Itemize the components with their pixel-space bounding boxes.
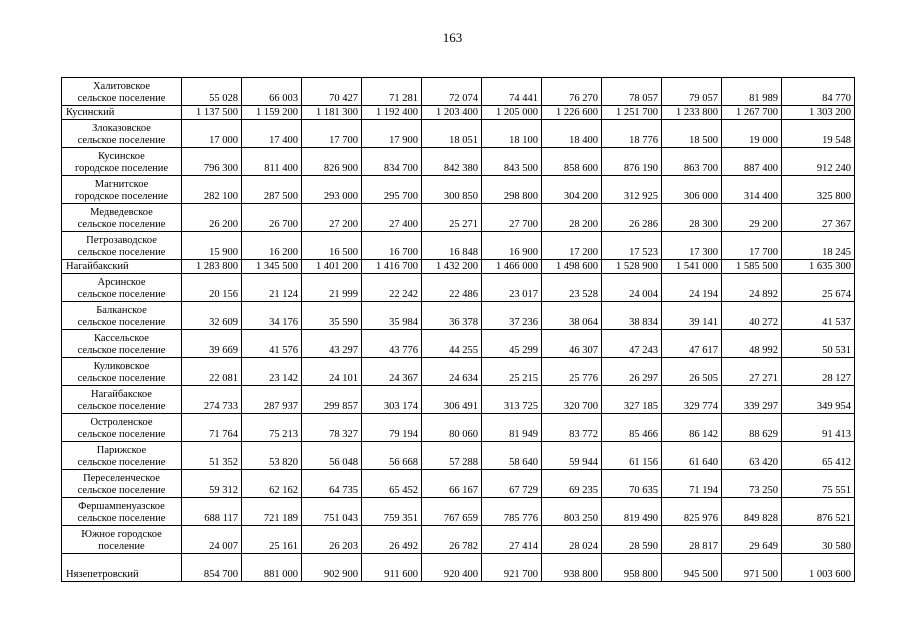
value-cell: 17 400 [242,120,302,148]
value-cell: 306 491 [422,386,482,414]
table-row [62,386,855,414]
value-cell: 1 432 200 [422,260,482,274]
value-cell: 55 028 [182,78,242,106]
value-cell: 1 541 000 [662,260,722,274]
value-cell: 902 900 [302,554,362,582]
value-cell: 26 200 [182,204,242,232]
value-cell: 1 159 200 [242,106,302,120]
value-cell: 61 156 [602,442,662,470]
value-cell: 863 700 [662,148,722,176]
table-row [62,554,855,582]
value-cell: 35 590 [302,302,362,330]
value-cell: 71 764 [182,414,242,442]
table-row [62,358,855,386]
value-cell: 26 700 [242,204,302,232]
value-cell: 849 828 [722,498,782,526]
row-name-cell: Парижское сельское поселение [62,442,182,470]
value-cell: 59 944 [542,442,602,470]
value-cell: 325 800 [782,176,855,204]
table-row [62,106,855,120]
value-cell: 47 617 [662,330,722,358]
value-cell: 45 299 [482,330,542,358]
value-cell: 26 297 [602,358,662,386]
value-cell: 72 074 [422,78,482,106]
value-cell: 84 770 [782,78,855,106]
value-cell: 67 729 [482,470,542,498]
value-cell: 24 007 [182,526,242,554]
value-cell: 282 100 [182,176,242,204]
value-cell: 83 772 [542,414,602,442]
value-cell: 79 057 [662,78,722,106]
value-cell: 38 834 [602,302,662,330]
value-cell: 53 820 [242,442,302,470]
value-cell: 23 017 [482,274,542,302]
value-cell: 28 817 [662,526,722,554]
row-name-cell: Нязепетровский [62,554,182,582]
value-cell: 26 505 [662,358,722,386]
value-cell: 1 205 000 [482,106,542,120]
value-cell: 785 776 [482,498,542,526]
value-cell: 921 700 [482,554,542,582]
table-row [62,414,855,442]
value-cell: 28 590 [602,526,662,554]
value-cell: 24 004 [602,274,662,302]
value-cell: 86 142 [662,414,722,442]
value-cell: 27 271 [722,358,782,386]
value-cell: 71 281 [362,78,422,106]
value-cell: 81 949 [482,414,542,442]
value-cell: 17 700 [722,232,782,260]
value-cell: 64 735 [302,470,362,498]
value-cell: 1 203 400 [422,106,482,120]
value-cell: 69 235 [542,470,602,498]
value-cell: 1 267 700 [722,106,782,120]
value-cell: 329 774 [662,386,722,414]
value-cell: 81 989 [722,78,782,106]
table-row [62,302,855,330]
value-cell: 15 900 [182,232,242,260]
value-cell: 28 024 [542,526,602,554]
value-cell: 1 498 600 [542,260,602,274]
table-row [62,120,855,148]
value-cell: 958 800 [602,554,662,582]
value-cell: 320 700 [542,386,602,414]
value-cell: 24 101 [302,358,362,386]
value-cell: 65 452 [362,470,422,498]
value-cell: 66 003 [242,78,302,106]
row-name-cell: Нагайбакское сельское поселение [62,386,182,414]
value-cell: 19 548 [782,120,855,148]
value-cell: 23 142 [242,358,302,386]
value-cell: 1 137 500 [182,106,242,120]
value-cell: 26 286 [602,204,662,232]
value-cell: 20 156 [182,274,242,302]
value-cell: 32 609 [182,302,242,330]
value-cell: 43 776 [362,330,422,358]
value-cell: 299 857 [302,386,362,414]
data-table [61,77,855,582]
value-cell: 1 283 800 [182,260,242,274]
value-cell: 19 000 [722,120,782,148]
value-cell: 876 190 [602,148,662,176]
value-cell: 751 043 [302,498,362,526]
value-cell: 842 380 [422,148,482,176]
value-cell: 721 189 [242,498,302,526]
value-cell: 70 427 [302,78,362,106]
row-name-cell: Злоказовское сельское поселение [62,120,182,148]
value-cell: 59 312 [182,470,242,498]
table-row [62,526,855,554]
value-cell: 843 500 [482,148,542,176]
value-cell: 24 367 [362,358,422,386]
value-cell: 27 400 [362,204,422,232]
value-cell: 50 531 [782,330,855,358]
value-cell: 18 051 [422,120,482,148]
value-cell: 298 800 [482,176,542,204]
value-cell: 339 297 [722,386,782,414]
value-cell: 911 600 [362,554,422,582]
value-cell: 912 240 [782,148,855,176]
value-cell: 28 300 [662,204,722,232]
value-cell: 18 776 [602,120,662,148]
value-cell: 1 401 200 [302,260,362,274]
row-name-cell: Медведевское сельское поселение [62,204,182,232]
value-cell: 28 200 [542,204,602,232]
value-cell: 18 500 [662,120,722,148]
value-cell: 27 414 [482,526,542,554]
value-cell: 854 700 [182,554,242,582]
value-cell: 30 580 [782,526,855,554]
value-cell: 17 000 [182,120,242,148]
value-cell: 18 100 [482,120,542,148]
value-cell: 22 242 [362,274,422,302]
value-cell: 51 352 [182,442,242,470]
row-name-cell: Куликовское сельское поселение [62,358,182,386]
value-cell: 65 412 [782,442,855,470]
table-row [62,204,855,232]
value-cell: 819 490 [602,498,662,526]
value-cell: 80 060 [422,414,482,442]
value-cell: 34 176 [242,302,302,330]
value-cell: 39 669 [182,330,242,358]
value-cell: 887 400 [722,148,782,176]
table-row [62,498,855,526]
value-cell: 38 064 [542,302,602,330]
value-cell: 39 141 [662,302,722,330]
value-cell: 1 345 500 [242,260,302,274]
value-cell: 306 000 [662,176,722,204]
value-cell: 349 954 [782,386,855,414]
value-cell: 312 925 [602,176,662,204]
value-cell: 91 413 [782,414,855,442]
value-cell: 300 850 [422,176,482,204]
value-cell: 27 367 [782,204,855,232]
value-cell: 24 194 [662,274,722,302]
value-cell: 21 999 [302,274,362,302]
value-cell: 767 659 [422,498,482,526]
table-row [62,260,855,274]
value-cell: 1 226 600 [542,106,602,120]
value-cell: 88 629 [722,414,782,442]
value-cell: 62 162 [242,470,302,498]
value-cell: 1 585 500 [722,260,782,274]
value-cell: 287 500 [242,176,302,204]
value-cell: 48 992 [722,330,782,358]
value-cell: 18 245 [782,232,855,260]
value-cell: 327 185 [602,386,662,414]
value-cell: 43 297 [302,330,362,358]
value-cell: 75 551 [782,470,855,498]
value-cell: 287 937 [242,386,302,414]
table-row [62,78,855,106]
value-cell: 41 576 [242,330,302,358]
value-cell: 78 057 [602,78,662,106]
value-cell: 293 000 [302,176,362,204]
value-cell: 56 048 [302,442,362,470]
table-row [62,176,855,204]
value-cell: 304 200 [542,176,602,204]
value-cell: 274 733 [182,386,242,414]
value-cell: 313 725 [482,386,542,414]
value-cell: 688 117 [182,498,242,526]
value-cell: 17 700 [302,120,362,148]
value-cell: 25 776 [542,358,602,386]
value-cell: 945 500 [662,554,722,582]
value-cell: 27 200 [302,204,362,232]
row-name-cell: Арсинское сельское поселение [62,274,182,302]
value-cell: 70 635 [602,470,662,498]
value-cell: 76 270 [542,78,602,106]
value-cell: 803 250 [542,498,602,526]
value-cell: 825 976 [662,498,722,526]
value-cell: 27 700 [482,204,542,232]
value-cell: 24 634 [422,358,482,386]
value-cell: 25 215 [482,358,542,386]
value-cell: 57 288 [422,442,482,470]
value-cell: 58 640 [482,442,542,470]
value-cell: 16 700 [362,232,422,260]
row-name-cell: Халитовское сельское поселение [62,78,182,106]
value-cell: 74 441 [482,78,542,106]
value-cell: 920 400 [422,554,482,582]
value-cell: 16 900 [482,232,542,260]
value-cell: 36 378 [422,302,482,330]
table-row [62,274,855,302]
value-cell: 1 233 800 [662,106,722,120]
value-cell: 26 782 [422,526,482,554]
value-cell: 66 167 [422,470,482,498]
value-cell: 314 400 [722,176,782,204]
table-row [62,232,855,260]
value-cell: 1 466 000 [482,260,542,274]
value-cell: 1 416 700 [362,260,422,274]
value-cell: 18 400 [542,120,602,148]
value-cell: 1 251 700 [602,106,662,120]
value-cell: 28 127 [782,358,855,386]
value-cell: 1 528 900 [602,260,662,274]
value-cell: 29 649 [722,526,782,554]
value-cell: 47 243 [602,330,662,358]
value-cell: 796 300 [182,148,242,176]
value-cell: 16 848 [422,232,482,260]
value-cell: 22 081 [182,358,242,386]
value-cell: 17 300 [662,232,722,260]
page-number: 163 [442,30,463,45]
row-name-cell: Кусинское городское поселение [62,148,182,176]
value-cell: 25 271 [422,204,482,232]
value-cell: 971 500 [722,554,782,582]
value-cell: 35 984 [362,302,422,330]
value-cell: 79 194 [362,414,422,442]
value-cell: 16 500 [302,232,362,260]
value-cell: 71 194 [662,470,722,498]
value-cell: 16 200 [242,232,302,260]
value-cell: 17 900 [362,120,422,148]
value-cell: 17 523 [602,232,662,260]
value-cell: 26 203 [302,526,362,554]
row-name-cell: Балканское сельское поселение [62,302,182,330]
value-cell: 63 420 [722,442,782,470]
value-cell: 73 250 [722,470,782,498]
value-cell: 1 003 600 [782,554,855,582]
row-name-cell: Петрозаводское сельское поселение [62,232,182,260]
value-cell: 876 521 [782,498,855,526]
value-cell: 17 200 [542,232,602,260]
value-cell: 858 600 [542,148,602,176]
table-row [62,442,855,470]
row-name-cell: Переселенческое сельское поселение [62,470,182,498]
value-cell: 44 255 [422,330,482,358]
value-cell: 75 213 [242,414,302,442]
value-cell: 881 000 [242,554,302,582]
value-cell: 811 400 [242,148,302,176]
value-cell: 1 635 300 [782,260,855,274]
row-name-cell: Нагайбакский [62,260,182,274]
row-name-cell: Кусинский [62,106,182,120]
value-cell: 37 236 [482,302,542,330]
value-cell: 41 537 [782,302,855,330]
value-cell: 25 161 [242,526,302,554]
row-name-cell: Магнитское городское поселение [62,176,182,204]
value-cell: 23 528 [542,274,602,302]
value-cell: 1 181 300 [302,106,362,120]
table-row [62,148,855,176]
value-cell: 25 674 [782,274,855,302]
table-row [62,330,855,358]
value-cell: 26 492 [362,526,422,554]
value-cell: 46 307 [542,330,602,358]
row-name-cell: Остроленское сельское поселение [62,414,182,442]
value-cell: 61 640 [662,442,722,470]
value-cell: 29 200 [722,204,782,232]
value-cell: 85 466 [602,414,662,442]
value-cell: 1 303 200 [782,106,855,120]
value-cell: 834 700 [362,148,422,176]
row-name-cell: Южное городское поселение [62,526,182,554]
table-row [62,470,855,498]
value-cell: 1 192 400 [362,106,422,120]
value-cell: 826 900 [302,148,362,176]
table-body [62,78,855,582]
value-cell: 22 486 [422,274,482,302]
value-cell: 24 892 [722,274,782,302]
value-cell: 40 272 [722,302,782,330]
row-name-cell: Фершампенуазское сельское поселение [62,498,182,526]
row-name-cell: Кассельское сельское поселение [62,330,182,358]
value-cell: 78 327 [302,414,362,442]
value-cell: 938 800 [542,554,602,582]
value-cell: 21 124 [242,274,302,302]
value-cell: 303 174 [362,386,422,414]
value-cell: 295 700 [362,176,422,204]
value-cell: 56 668 [362,442,422,470]
value-cell: 759 351 [362,498,422,526]
